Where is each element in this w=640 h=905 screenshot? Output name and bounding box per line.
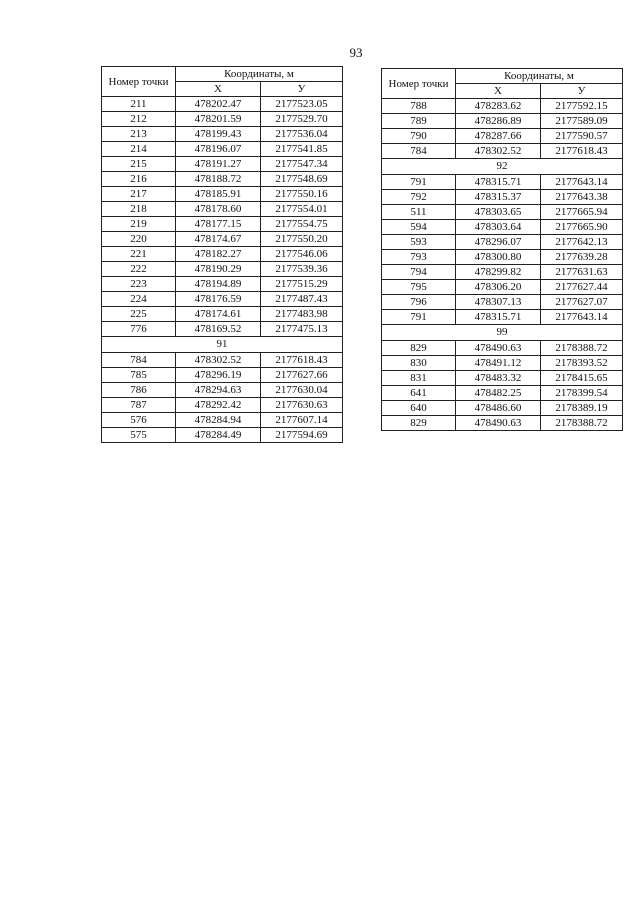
x-coordinate-cell: 478286.89	[456, 114, 541, 129]
table-row	[102, 277, 343, 292]
table-row	[102, 307, 343, 322]
section-row	[102, 337, 343, 353]
table-row	[382, 144, 623, 159]
y-coordinate-cell: 2178399.54	[541, 386, 623, 401]
y-coordinate-cell: 2177618.43	[541, 144, 623, 159]
point-number-cell: 785	[102, 368, 176, 383]
table-row	[102, 142, 343, 157]
coordinates-table-left	[101, 66, 343, 443]
y-column-header: У	[541, 84, 623, 99]
coordinates-header: Координаты, м	[456, 69, 623, 84]
y-coordinate-cell: 2177627.07	[541, 295, 623, 310]
table-body	[382, 99, 623, 431]
table-row	[102, 172, 343, 187]
table-row	[382, 295, 623, 310]
point-number-cell: 789	[382, 114, 456, 129]
table-row	[382, 99, 623, 114]
y-coordinate-cell: 2177643.14	[541, 175, 623, 190]
point-number-cell: 787	[102, 398, 176, 413]
section-label: 92	[382, 159, 623, 175]
table-row	[382, 416, 623, 431]
x-coordinate-cell: 478306.20	[456, 280, 541, 295]
x-coordinate-cell: 478299.82	[456, 265, 541, 280]
point-number-cell: 795	[382, 280, 456, 295]
table-row	[102, 413, 343, 428]
section-label: 91	[102, 337, 343, 353]
x-coordinate-cell: 478303.64	[456, 220, 541, 235]
point-number-cell: 793	[382, 250, 456, 265]
x-coordinate-cell: 478194.89	[176, 277, 261, 292]
table-row	[382, 235, 623, 250]
point-number-cell: 219	[102, 217, 176, 232]
point-number-cell: 211	[102, 97, 176, 112]
point-number-cell: 791	[382, 310, 456, 325]
x-coordinate-cell: 478302.52	[176, 353, 261, 368]
x-coordinate-cell: 478284.94	[176, 413, 261, 428]
table-row	[382, 280, 623, 295]
y-coordinate-cell: 2177523.05	[261, 97, 343, 112]
x-column-header: Х	[176, 82, 261, 97]
y-coordinate-cell: 2177665.94	[541, 205, 623, 220]
point-number-cell: 218	[102, 202, 176, 217]
point-number-cell: 593	[382, 235, 456, 250]
x-coordinate-cell: 478196.07	[176, 142, 261, 157]
table-row	[102, 217, 343, 232]
table-row	[382, 205, 623, 220]
x-column-header: Х	[456, 84, 541, 99]
x-coordinate-cell: 478296.07	[456, 235, 541, 250]
y-coordinate-cell: 2177590.57	[541, 129, 623, 144]
x-coordinate-cell: 478176.59	[176, 292, 261, 307]
y-coordinate-cell: 2177546.06	[261, 247, 343, 262]
y-coordinate-cell: 2177630.04	[261, 383, 343, 398]
point-number-cell: 594	[382, 220, 456, 235]
table-row	[102, 187, 343, 202]
point-number-cell: 213	[102, 127, 176, 142]
y-coordinate-cell: 2177483.98	[261, 307, 343, 322]
point-number-header: Номер точки	[102, 67, 176, 97]
y-coordinate-cell: 2177539.36	[261, 262, 343, 277]
x-coordinate-cell: 478483.32	[456, 371, 541, 386]
x-coordinate-cell: 478491.12	[456, 356, 541, 371]
x-coordinate-cell: 478315.71	[456, 175, 541, 190]
table-row	[102, 353, 343, 368]
table-row	[102, 368, 343, 383]
point-number-cell: 830	[382, 356, 456, 371]
table-row	[102, 292, 343, 307]
x-coordinate-cell: 478174.61	[176, 307, 261, 322]
x-coordinate-cell: 478188.72	[176, 172, 261, 187]
x-coordinate-cell: 478296.19	[176, 368, 261, 383]
y-coordinate-cell: 2177627.66	[261, 368, 343, 383]
point-number-cell: 786	[102, 383, 176, 398]
x-coordinate-cell: 478182.27	[176, 247, 261, 262]
y-coordinate-cell: 2177665.90	[541, 220, 623, 235]
point-number-cell: 791	[382, 175, 456, 190]
x-coordinate-cell: 478302.52	[456, 144, 541, 159]
point-number-cell: 224	[102, 292, 176, 307]
point-number-cell: 225	[102, 307, 176, 322]
point-number-cell: 216	[102, 172, 176, 187]
section-row	[382, 159, 623, 175]
point-number-cell: 223	[102, 277, 176, 292]
x-coordinate-cell: 478315.71	[456, 310, 541, 325]
y-coordinate-cell: 2178388.72	[541, 341, 623, 356]
y-coordinate-cell: 2177643.14	[541, 310, 623, 325]
table-row	[382, 371, 623, 386]
table-row	[382, 250, 623, 265]
x-coordinate-cell: 478169.52	[176, 322, 261, 337]
x-coordinate-cell: 478202.47	[176, 97, 261, 112]
point-number-cell: 222	[102, 262, 176, 277]
y-coordinate-cell: 2177554.01	[261, 202, 343, 217]
x-coordinate-cell: 478300.80	[456, 250, 541, 265]
section-label: 99	[382, 325, 623, 341]
x-coordinate-cell: 478185.91	[176, 187, 261, 202]
section-row	[382, 325, 623, 341]
y-coordinate-cell: 2177554.75	[261, 217, 343, 232]
y-coordinate-cell: 2177536.04	[261, 127, 343, 142]
y-coordinate-cell: 2177639.28	[541, 250, 623, 265]
point-number-cell: 829	[382, 341, 456, 356]
table-row	[382, 175, 623, 190]
x-coordinate-cell: 478294.63	[176, 383, 261, 398]
point-number-cell: 212	[102, 112, 176, 127]
table-row	[102, 428, 343, 443]
x-coordinate-cell: 478307.13	[456, 295, 541, 310]
y-coordinate-cell: 2177642.13	[541, 235, 623, 250]
point-number-cell: 776	[102, 322, 176, 337]
x-coordinate-cell: 478292.42	[176, 398, 261, 413]
point-number-cell: 575	[102, 428, 176, 443]
point-number-header: Номер точки	[382, 69, 456, 99]
y-coordinate-cell: 2177618.43	[261, 353, 343, 368]
point-number-cell: 511	[382, 205, 456, 220]
y-coordinate-cell: 2177487.43	[261, 292, 343, 307]
coordinates-table-right	[381, 68, 623, 431]
table-row	[102, 232, 343, 247]
y-coordinate-cell: 2177631.63	[541, 265, 623, 280]
x-coordinate-cell: 478178.60	[176, 202, 261, 217]
table-row	[382, 356, 623, 371]
y-coordinate-cell: 2177607.14	[261, 413, 343, 428]
table-row	[382, 341, 623, 356]
x-coordinate-cell: 478201.59	[176, 112, 261, 127]
table-row	[382, 220, 623, 235]
y-coordinate-cell: 2177529.70	[261, 112, 343, 127]
x-coordinate-cell: 478490.63	[456, 341, 541, 356]
y-coordinate-cell: 2177475.13	[261, 322, 343, 337]
table-row	[102, 247, 343, 262]
x-coordinate-cell: 478315.37	[456, 190, 541, 205]
point-number-cell: 829	[382, 416, 456, 431]
point-number-cell: 792	[382, 190, 456, 205]
y-coordinate-cell: 2177627.44	[541, 280, 623, 295]
point-number-cell: 215	[102, 157, 176, 172]
x-coordinate-cell: 478199.43	[176, 127, 261, 142]
y-coordinate-cell: 2177550.16	[261, 187, 343, 202]
y-coordinate-cell: 2177548.69	[261, 172, 343, 187]
y-coordinate-cell: 2178389.19	[541, 401, 623, 416]
x-coordinate-cell: 478490.63	[456, 416, 541, 431]
table-row	[102, 383, 343, 398]
x-coordinate-cell: 478287.66	[456, 129, 541, 144]
point-number-cell: 640	[382, 401, 456, 416]
table-body	[102, 97, 343, 443]
x-coordinate-cell: 478303.65	[456, 205, 541, 220]
y-coordinate-cell: 2178388.72	[541, 416, 623, 431]
x-coordinate-cell: 478283.62	[456, 99, 541, 114]
y-coordinate-cell: 2177541.85	[261, 142, 343, 157]
table-row	[102, 322, 343, 337]
point-number-cell: 784	[102, 353, 176, 368]
y-coordinate-cell: 2177550.20	[261, 232, 343, 247]
table-row	[102, 202, 343, 217]
x-coordinate-cell: 478191.27	[176, 157, 261, 172]
y-coordinate-cell: 2177630.63	[261, 398, 343, 413]
x-coordinate-cell: 478177.15	[176, 217, 261, 232]
point-number-cell: 784	[382, 144, 456, 159]
point-number-cell: 788	[382, 99, 456, 114]
y-coordinate-cell: 2178393.52	[541, 356, 623, 371]
y-coordinate-cell: 2178415.65	[541, 371, 623, 386]
point-number-cell: 790	[382, 129, 456, 144]
table-row	[102, 398, 343, 413]
x-coordinate-cell: 478486.60	[456, 401, 541, 416]
table-row	[382, 190, 623, 205]
table-row	[102, 127, 343, 142]
point-number-cell: 641	[382, 386, 456, 401]
x-coordinate-cell: 478482.25	[456, 386, 541, 401]
point-number-cell: 217	[102, 187, 176, 202]
point-number-cell: 831	[382, 371, 456, 386]
table-row	[382, 265, 623, 280]
point-number-cell: 214	[102, 142, 176, 157]
point-number-cell: 221	[102, 247, 176, 262]
point-number-cell: 576	[102, 413, 176, 428]
page-number: 93	[349, 45, 363, 60]
table-row	[382, 386, 623, 401]
y-coordinate-cell: 2177643.38	[541, 190, 623, 205]
y-column-header: У	[261, 82, 343, 97]
table-row	[382, 310, 623, 325]
y-coordinate-cell: 2177515.29	[261, 277, 343, 292]
table-row	[102, 157, 343, 172]
table-row	[102, 97, 343, 112]
y-coordinate-cell: 2177589.09	[541, 114, 623, 129]
table-row	[382, 129, 623, 144]
x-coordinate-cell: 478174.67	[176, 232, 261, 247]
y-coordinate-cell: 2177594.69	[261, 428, 343, 443]
y-coordinate-cell: 2177592.15	[541, 99, 623, 114]
point-number-cell: 220	[102, 232, 176, 247]
table-row	[382, 114, 623, 129]
x-coordinate-cell: 478190.29	[176, 262, 261, 277]
coordinates-header: Координаты, м	[176, 67, 343, 82]
point-number-cell: 796	[382, 295, 456, 310]
y-coordinate-cell: 2177547.34	[261, 157, 343, 172]
table-row	[102, 112, 343, 127]
table-row	[382, 401, 623, 416]
x-coordinate-cell: 478284.49	[176, 428, 261, 443]
table-row	[102, 262, 343, 277]
point-number-cell: 794	[382, 265, 456, 280]
